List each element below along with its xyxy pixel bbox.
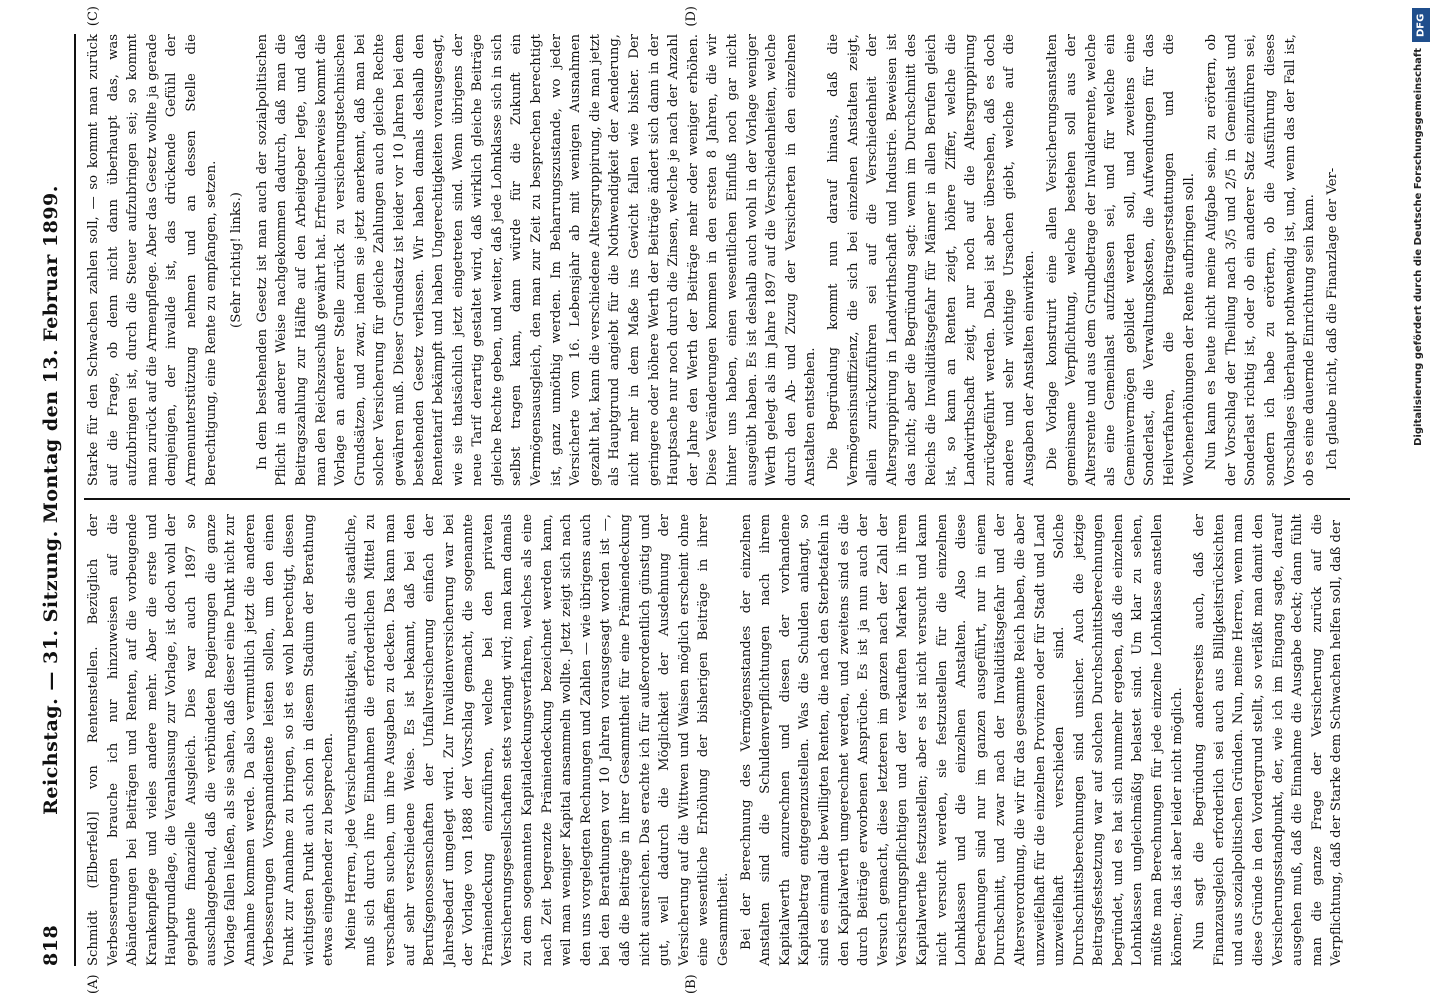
left-column (84, 514, 1350, 994)
margin-marker-c: (C) (86, 6, 101, 27)
margin-marker-a: (A) (86, 974, 101, 994)
column-separator (84, 499, 1350, 501)
right-column (84, 6, 1350, 486)
text-columns (84, 6, 1350, 994)
paragraph: Schmidt (Elberfeld)] von Rentenstellen. Bezüglich der Verbesserungen brauche ich nur hinzuweisen auf die Abänderungen bei Beiträgen und Renten, auf die vorbeugende Krankenpflege und vieles andere mehr. Aber die erste und Hauptgrundlage, die Veranlassung zur Vorlage, ist doch wohl der geplante finanzielle Ausgleich. Dies war auch 1897 so ausschlaggebend, daß die verbündeten Regierungen die ganze Vorlage fallen ließen, als sie sahen, daß dieser eine Punkt nicht zur Annahme kommen werde. Da also vermuthlich jetzt die anderen Verbesserungen Vorspanndienste leisten sollen, um den einen Punkt zur Annahme zu bringen, so ist es wohl berechtigt, diesen wichtigsten Punkt auch schon in diesem Stadium der Berathung etwas eingehender zu besprechen. (86, 514, 337, 966)
paragraph: Die Begründung kommt nun darauf hinaus, daß die Vermögensinsuffizienz, die sich bei einzelnen Anstalten zeigt, allein zurückzuführen sei auf die Verschiedenheit der Altersgruppirung in Landwirthschaft und Industrie. Beweisen ist das nicht; aber die Begründung sagt: wenn im Durchschnitt des Reichs die Invaliditätsgefahr für Männer in allen Berufen gleich ist, so kann an Renten zeigt, höhere Ziffer, welche die Landwirthschaft zeigt, nur noch auf die Altersgruppirung zurückgeführt werden. Dabei ist aber übersehen, daß es doch andere und sehr wichtige Ursachen giebt, welche auf die Ausgaben der Anstalten einwirken. (825, 34, 1037, 486)
dfg-note: Digitalisierung gefördert durch die Deutsche Forschungsgemeinschaft (1413, 48, 1424, 446)
paragraph: Ich glaube nicht, daß die Finanzlage der Ver- (1324, 167, 1340, 470)
dfg-logo: DFG (1412, 8, 1430, 42)
margin-marker-d: (D) (684, 6, 699, 27)
paragraph: Meine Herren, jede Versicherungsthätigkeit, auch die staatliche, muß sich durch ihre Einnahmen die erforderlichen Mittel zu verschaffen suchen, um ihre Ausgaben zu decken. Das kann man auf sehr verschiedene Weise. Es ist bekannt, daß bei den Berufsgenossenschaften der Unfallversicherung einfach der Jahresbedarf umgelegt wird. Zur Invalidenversicherung war bei der Vorlage von 1888 der Vorschlag gemacht, die sogenannte Prämiendeckung einzuführen, welche bei den privaten Versicherungsgesellschaften stets verlangt wird; man kam damals zu dem sogenannten Kapitaldeckungsverfahren, welches als eine nach Zeit begrenzte Prämiendeckung bezeichnet werden kann, weil man weniger Kapital ansammeln wollte. Jetzt zeigt sich nach den uns vorgelegten Rechnungen und Zahlen — wie übrigens auch bei den Berathungen vor 10 Jahren vorausgesagt worden ist —, daß die Beiträge in ihrer Gesammtheit für eine Prämiendeckung nicht ausreichen. Das erachte ich für außerordentlich günstig und gut, weil dadurch die Möglichkeit der Ausdehnung der Versicherung auf die Wittwen und Waisen möglich erscheint ohne eine wesentliche Erhöhung der bisherigen Beiträge in ihrer Gesammtheit. (343, 514, 731, 966)
paragraph: Starke für den Schwachen zahlen soll, — so kommt man zurück auf die Frage, ob denn nicht dann überhaupt das, was aufzubringen ist, durch die Steuer aufzubringen sei; so kommt man zurück auf die Armenpflege. Aber das Gesetz wollte ja gerade demjenigen, der invalide ist, das drückende Gefühl der Armenunterstützung nehmen und an dessen Stelle die Berechtigung, eine Rente zu empfangen, setzen. (86, 34, 219, 486)
paragraph: Nun sagt die Begründung andererseits auch, daß der Finanzausgleich erforderlich sei auch aus Billigkeitsrücksichten und aus sozialpolitischen Gründen. Nun, meine Herren, wenn man diese Gründe in den Vordergrund stellt, so verläßt man damit den Versicherungsstandpunkt, der, wie ich im Eingang sagte, darauf ausgehen muß, daß die Einnahme die Ausgabe deckt; dann fühlt man die ganze Frage der Versicherung zurück auf die Verpflichtung, daß der Starke dem Schwachen helfen soll, daß der (1192, 514, 1345, 966)
page-number: 818 (40, 924, 62, 966)
paragraph: Nun kann es heute nicht meine Aufgabe sein, zu erörtern, ob der Vorschlag der Theilung nach 3/5 und 2/5 in Gemeinlast und Sonderlast richtig ist, oder ob ein anderer Satz einzuführen sei, sondern ich habe zu erörtern, ob die Ausführung dieses Vorschlages überhaupt nothwendig ist, und, wenn das der Fall ist, ob es eine dauernde Einrichtung sein kann. (1204, 34, 1318, 486)
dfg-attribution (1410, 8, 1432, 992)
page-running-title: Reichstag. — 31. Sitzung. Montag den 13. Februar 1899. (40, 185, 62, 815)
paragraph: In dem bestehenden Gesetz ist man auch der sozialpolitischen Pflicht in anderer Weise nachgekommen dadurch, daß man die Beitragszahlung zur Hälfte auf den Arbeitgeber legte, und daß man den Reichszuschuß gewährt hat. Erfreulicherweise kommt die Vorlage an anderer Stelle zurück zu versicherungstechnischen Grundsätzen, und zwar, indem sie jetzt anerkennt, daß man bei solcher Versicherung für gleiche Zahlungen auch gleiche Rechte gewähren muß. Dieser Grundsatz ist leider vor 10 Jahren bei dem bestehenden Gesetz verlassen. Wir haben damals deshalb den Rententarif bekämpft und haben Ungerechtigkeiten vorausgesagt, wie sie thatsächlich jetzt eingetreten sind. Wenn übrigens der neue Tarif derartig gestaltet wird, daß wirklich gleiche Beiträge gleiche Rechte geben, und weiter, daß jede Lohnklasse sich in sich selbst tragen kann, dann würde für die Zukunft ein Vermögensausgleich, den man zur Zeit zu besprechen berechtigt ist, ganz unnöthig werden. Im Beharrungszustande, wo jeder Versicherte vom 16. Lebensjahr ab mit wenigen Ausnahmen gezahlt hat, kann die verschiedene Altersgruppirung, die man jetzt als Hauptgrund angiebt für die Nothwendigkeit der Aenderung, nicht mehr in dem Maße ins Gewicht fallen wie bisher. Der geringere oder höhere Werth der Beiträge ändert sich dann in der Hauptsache nur noch durch die Zinsen, welche je nach der Anzahl der Jahre den Werth der Beiträge mehr oder weniger erhöhen. Diese Veränderungen kommen in den ersten 8 Jahren, die wir hinter uns haben, einen wesentlichen Einfluß noch gar nicht ausgeübt haben. Es ist deshalb auch wohl in der Vorlage weniger Werth gelegt als im Jahre 1897 auf die Verschiedenheiten, welche durch den Ab- und Zuzug der Versicherten in den einzelnen Anstalten entstehen. (254, 34, 819, 486)
paragraph: Die Vorlage konstruirt eine allen Versicherungsanstalten gemeinsame Verpflichtung, welche bestehen soll aus der Altersrente und aus dem Grundbetrage der Invalidenrente, welche als eine Gemeinlast aufzufassen sei, und für welche ein Gemeinvermögen gebildet werden soll, und zweitens eine Sonderlast, die Verwaltungskosten, die Aufwendungen für das Heilverfahren, die Beitragserstattungen und die Wochenerhöhungen der Rente aufbringen soll. (1044, 34, 1197, 486)
page-header (40, 34, 68, 966)
margin-marker-b: (B) (684, 974, 699, 994)
header-rule (74, 34, 76, 966)
paragraph: Bei der Berechnung des Vermögensstandes der einzelnen Anstalten sind die Schuldenverpflichtungen nach ihrem Kapitalwerth anzurechnen und diesen der vorhandene Kapitalbetrag entgegenzustellen. Was die Schulden anlangt, so sind es einmal die bewilligten Renten, die nach den Sterbetafeln in den Kapitalwerth umgerechnet werden, und zweitens sind es die durch Beiträge erworbenen Ansprüche. Es ist ja nun auch der Versuch gemacht, diese letzteren im ganzen nach der Zahl der Versicherungspflichtigen und der verkauften Marken in ihrem Kapitalwerthe festzustellen; aber es ist nicht versucht und kann nicht versucht werden, sie festzustellen für die einzelnen Lohnklassen und die einzelnen Anstalten. Also diese Berechnungen sind nur im ganzen ausgeführt, nur in einem Durchschnitt, und zwar nach der Invaliditätsgefahr und der Altersverordnung, die wir für das gesammte Reich haben, die aber unzweifelhaft für die einzelnen Provinzen oder für Stadt und Land unzweifelhaft verschieden sind. Solche Durchschnittsberechnungen sind unsicher. Auch die jetzige Beitragsfestsetzung war auf solchen Durchschnittsberechnungen begründet, und es hat sich nunmehr ergeben, daß die einzelnen Lohnklassen ungleichmäßig belastet sind. Um klar zu sehen, müßte man Berechnungen für jede einzelne Lohnklasse anstellen können; das ist aber leider nicht möglich. (738, 514, 1185, 966)
interjection: (Sehr richtig! links.) (229, 192, 245, 328)
